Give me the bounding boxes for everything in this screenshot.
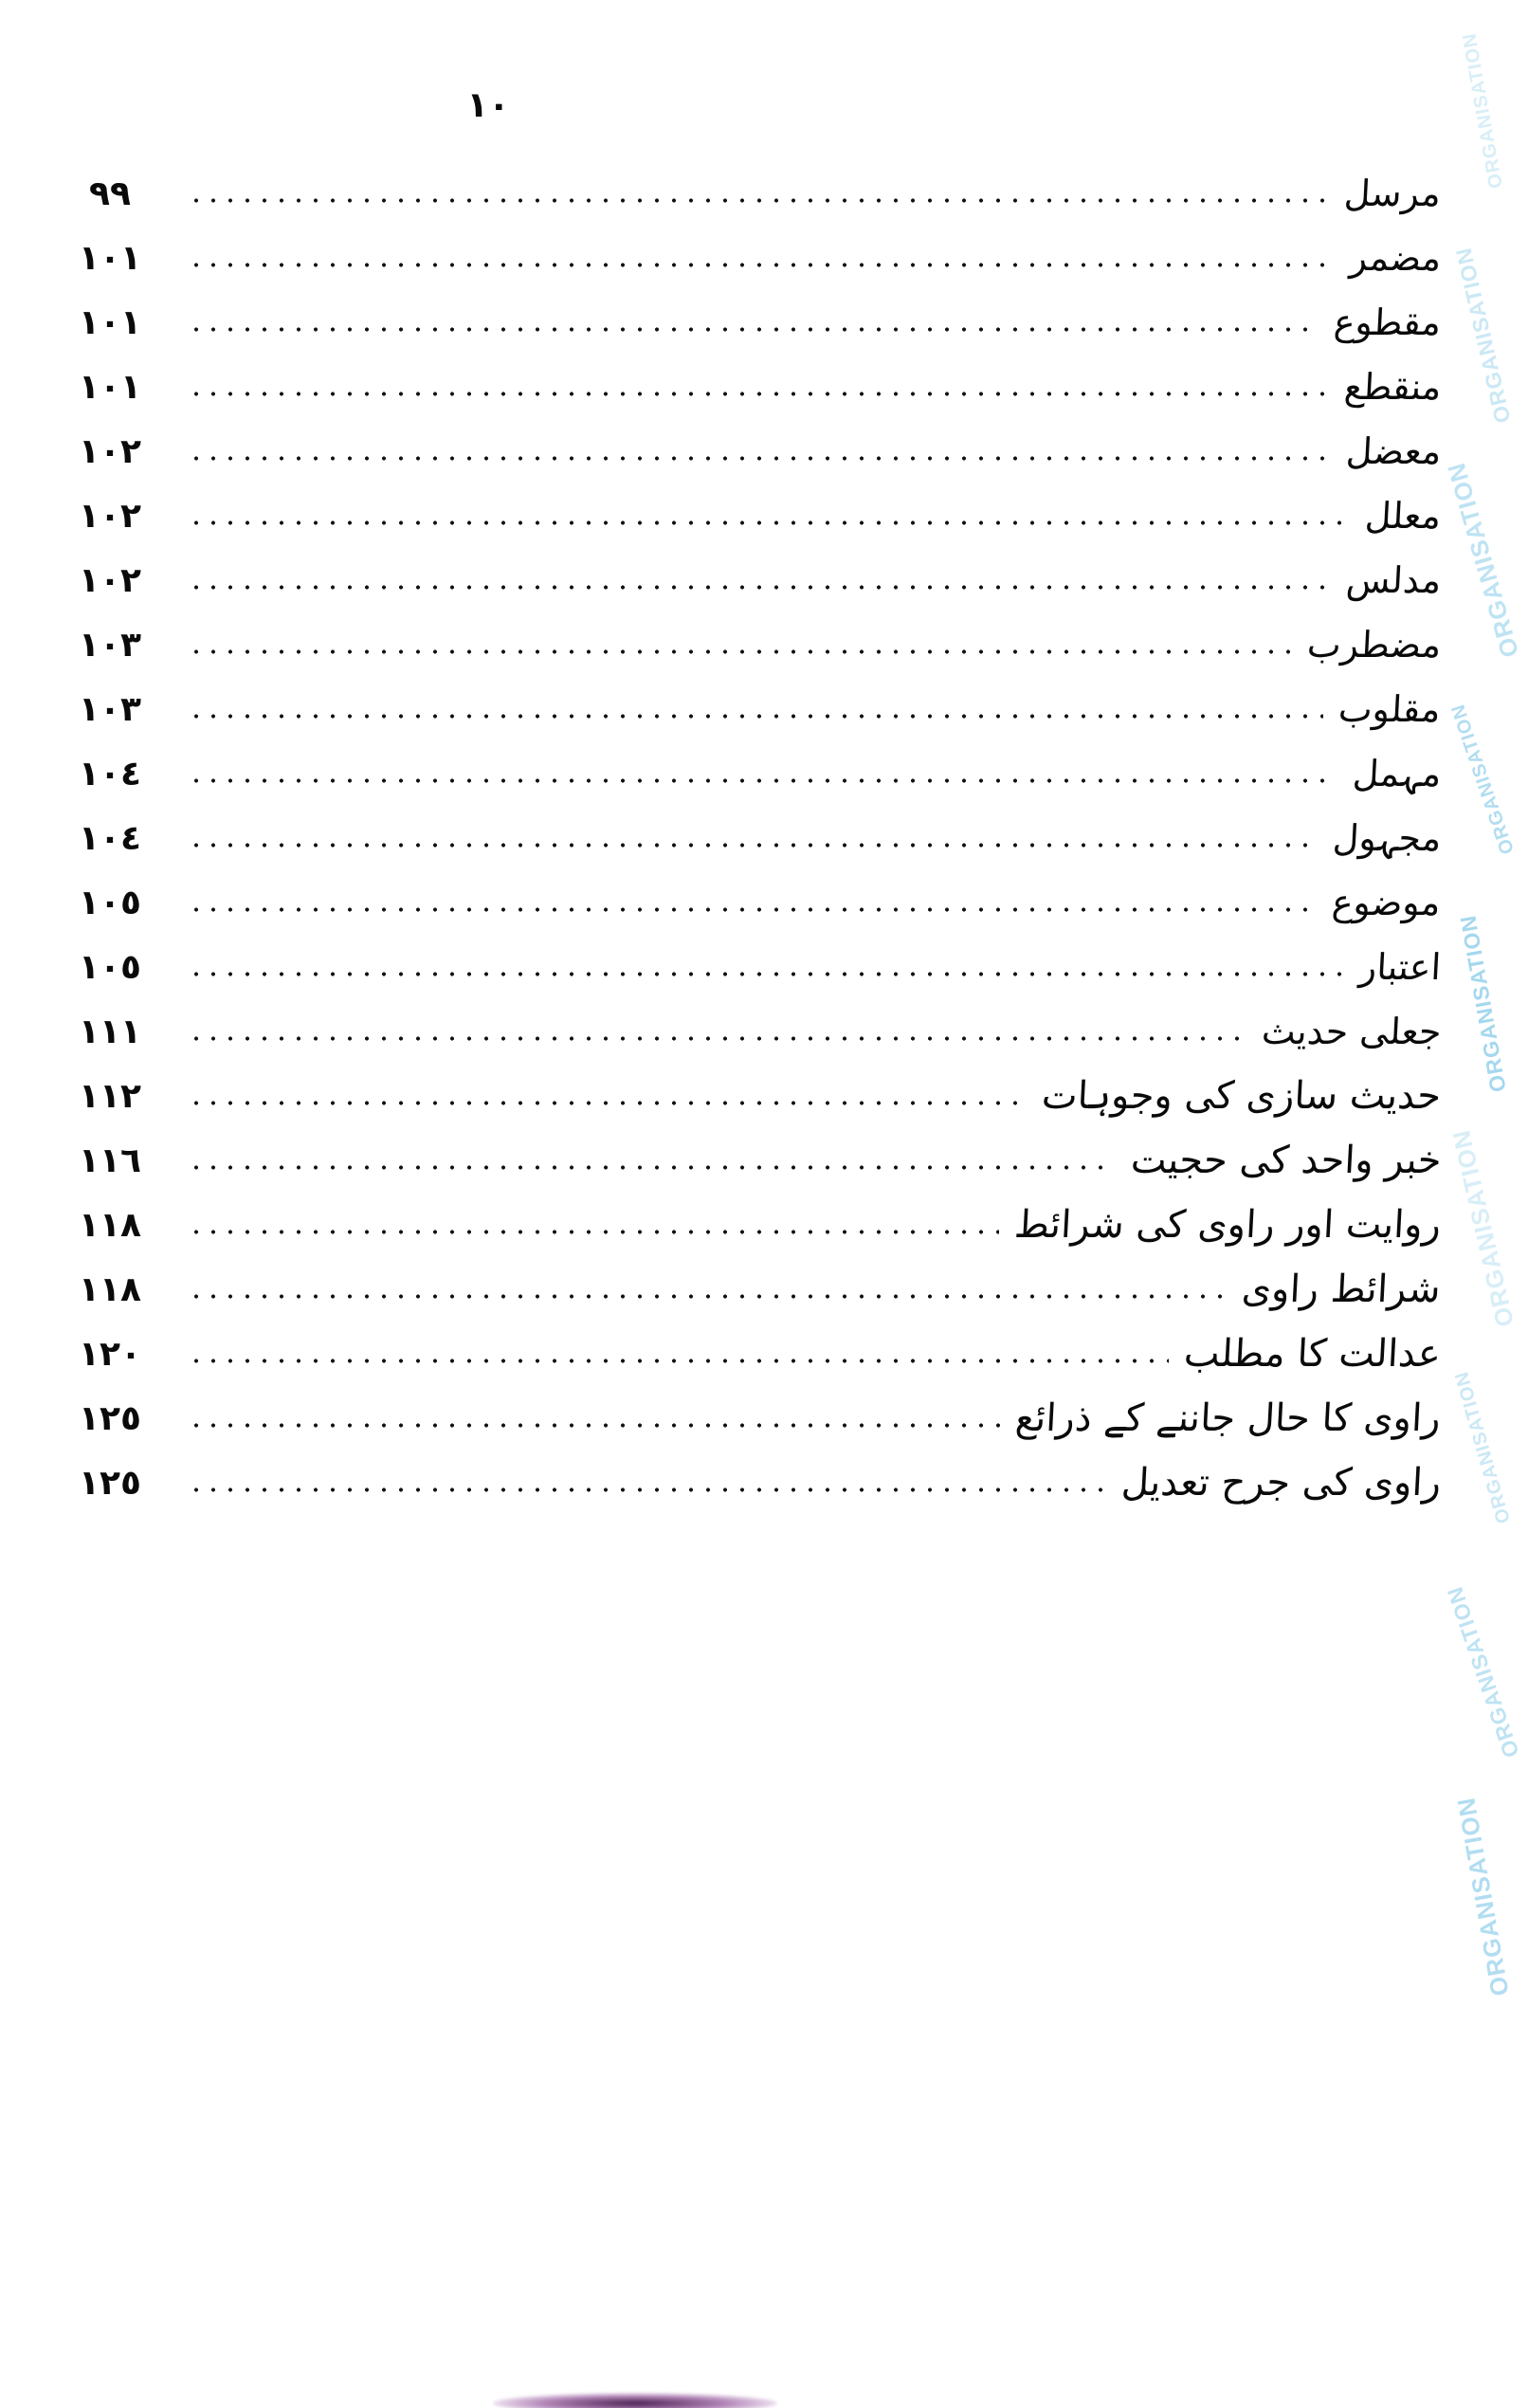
toc-entry-page-number: ١١٨: [79, 1270, 141, 1309]
toc-entry[interactable]: [38, 940, 1441, 994]
toc-entry[interactable]: [38, 812, 1441, 866]
toc-entry-page-number: ٩٩: [89, 174, 131, 213]
toc-entry[interactable]: [38, 554, 1441, 608]
toc-entry-title: اعتبار: [1357, 946, 1443, 989]
toc-dot-leader: [188, 1466, 1106, 1502]
toc-entry-title: عدالت کا مطلب: [1182, 1331, 1443, 1376]
toc-dot-leader: [188, 1208, 999, 1244]
watermark-text: ORGANISATION: [1450, 245, 1515, 426]
toc-dot-leader: [188, 757, 1337, 793]
watermark-text: ORGANISATION: [1441, 459, 1524, 661]
toc-entry-page-number: ١٠١: [79, 303, 141, 342]
toc-entry[interactable]: [38, 1456, 1441, 1510]
toc-entry-title: شرائط راوی: [1241, 1267, 1443, 1311]
toc-dot-leader: [188, 950, 1344, 986]
watermark-text: ORGANISATION: [1450, 1795, 1515, 1998]
toc-entry[interactable]: [38, 1134, 1441, 1188]
toc-dot-leader: [188, 305, 1319, 341]
toc-entry-title: جعلی حدیث: [1260, 1011, 1443, 1053]
toc-entry-page-number: ١٢٥: [79, 1464, 141, 1503]
toc-entry[interactable]: [38, 876, 1441, 930]
toc-entry-title: منقطع: [1342, 366, 1443, 409]
toc-entry[interactable]: [38, 618, 1441, 672]
toc-entry-page-number: ١١٢: [79, 1077, 141, 1116]
toc-entry-page-number: ١٠٤: [79, 819, 141, 858]
toc-dot-leader: [188, 370, 1329, 406]
toc-entry-title: موضوع: [1331, 882, 1443, 924]
toc-entry-page-number: ١٠٢: [79, 497, 141, 536]
toc-dot-leader: [188, 241, 1335, 277]
toc-dot-leader: [188, 1143, 1116, 1179]
toc-dot-leader: [188, 692, 1323, 728]
scanner-watermark: [1438, 0, 1528, 2408]
toc-dot-leader: [188, 499, 1350, 535]
scan-smudge-artifact: [493, 2393, 777, 2408]
toc-entry[interactable]: [38, 1005, 1441, 1059]
toc-entry-page-number: ١٠١: [79, 239, 141, 278]
toc-entry-page-number: ١٠٣: [79, 626, 141, 665]
toc-entry[interactable]: [38, 231, 1441, 285]
toc-entry[interactable]: [38, 425, 1441, 479]
toc-entry[interactable]: [38, 167, 1441, 221]
toc-entry-title: مقطوع: [1332, 301, 1443, 344]
toc-entry-title: مرسل: [1342, 173, 1443, 215]
toc-entry-page-number: ١٢٥: [79, 1399, 141, 1438]
toc-entry-page-number: ١٠٥: [79, 884, 141, 922]
toc-entry-title: حدیث سازی کی وجوہات: [1040, 1073, 1443, 1118]
toc-entry-page-number: ١٠٢: [79, 432, 141, 471]
toc-dot-leader: [188, 434, 1331, 470]
watermark-text: ORGANISATION: [1450, 1368, 1515, 1526]
toc-dot-leader: [188, 1401, 1000, 1437]
toc-entry[interactable]: [38, 1198, 1441, 1252]
toc-entry-title: معلل: [1363, 495, 1443, 538]
toc-entry[interactable]: [38, 1327, 1441, 1381]
watermark-text: ORGANISATION: [1454, 913, 1511, 1095]
toc-entry[interactable]: [38, 489, 1441, 543]
toc-entry-title: راوی کی جرح تعدیل: [1119, 1460, 1443, 1505]
page-folio-number: ١٠: [466, 84, 510, 125]
toc-entry-title: مدلس: [1344, 559, 1443, 602]
toc-entry-page-number: ١١٨: [79, 1206, 141, 1245]
toc-dot-leader: [188, 1014, 1246, 1050]
toc-entry-title: معضل: [1344, 430, 1443, 473]
toc-entry-title: مجہول: [1331, 817, 1443, 860]
toc-entry[interactable]: [38, 296, 1441, 350]
watermark-text: ORGANISATION: [1446, 701, 1519, 857]
table-of-contents: [38, 167, 1441, 1521]
toc-entry[interactable]: [38, 1392, 1441, 1446]
watermark-text: ORGANISATION: [1458, 30, 1507, 191]
toc-entry-page-number: ١١٦: [79, 1141, 141, 1180]
toc-entry[interactable]: [38, 360, 1441, 414]
toc-entry-title: مضمر: [1348, 237, 1443, 280]
toc-dot-leader: [188, 628, 1292, 664]
toc-entry-title: مہمل: [1351, 753, 1443, 795]
toc-entry-page-number: ١٠٥: [79, 948, 141, 987]
toc-entry[interactable]: [38, 1263, 1441, 1317]
toc-entry-title: روایت اور راوی کی شرائط: [1012, 1202, 1443, 1247]
toc-dot-leader: [188, 821, 1318, 857]
toc-entry-page-number: ١٠٤: [79, 755, 141, 794]
toc-dot-leader: [188, 1337, 1169, 1373]
toc-entry-page-number: ١٠٢: [79, 561, 141, 600]
watermark-text: ORGANISATION: [1441, 1582, 1524, 1761]
toc-entry[interactable]: [38, 747, 1441, 801]
toc-entry-title: مقلوب: [1337, 688, 1443, 731]
toc-entry-title: خبر واحد کی حجیت: [1129, 1138, 1443, 1182]
toc-entry-page-number: ١١١: [79, 1012, 141, 1051]
toc-entry[interactable]: [38, 683, 1441, 737]
toc-entry[interactable]: [38, 1069, 1441, 1123]
toc-entry-page-number: ١٠١: [79, 368, 141, 407]
toc-dot-leader: [188, 176, 1329, 212]
toc-entry-title: راوی کا حال جاننے کے ذرائع: [1014, 1396, 1443, 1440]
toc-dot-leader: [188, 885, 1317, 921]
toc-dot-leader: [188, 563, 1331, 599]
toc-entry-page-number: ١٠٣: [79, 690, 141, 729]
toc-entry-page-number: ١٢٠: [79, 1335, 141, 1374]
toc-dot-leader: [188, 1272, 1227, 1308]
toc-entry-title: مضطرب: [1305, 624, 1443, 666]
toc-dot-leader: [188, 1079, 1027, 1115]
watermark-text: ORGANISATION: [1446, 1126, 1519, 1330]
